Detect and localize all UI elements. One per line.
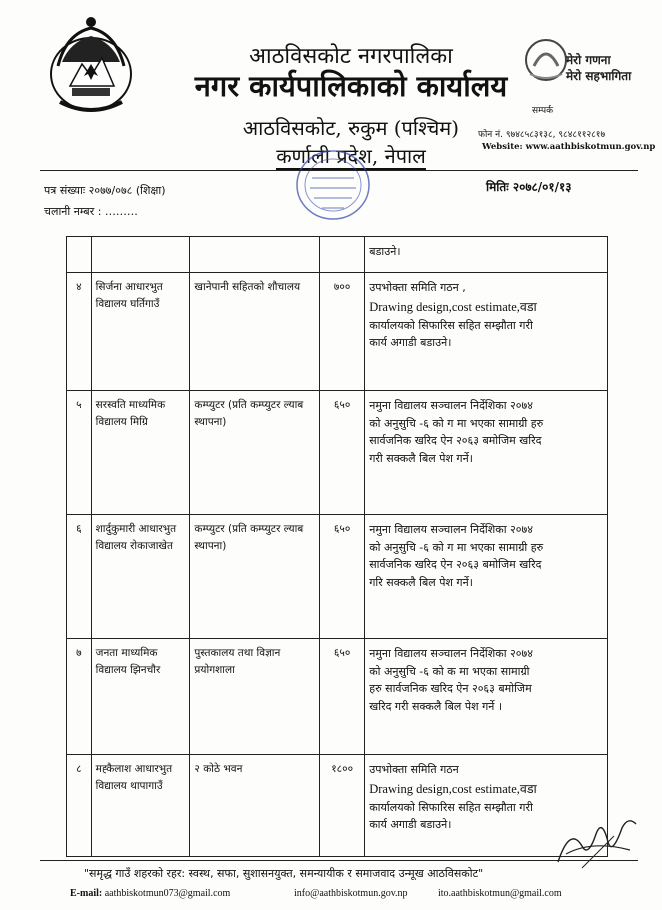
email-ito[interactable]: ito.aathbiskotmun@gmail.com: [438, 888, 562, 899]
remarks-line: नमुना विद्यालय सञ्चालन निर्देशिका २०७४: [369, 399, 533, 412]
remarks-line: को अनुसुचि -६ को ग मा भएका सामाग्री हरु: [369, 416, 544, 430]
remarks-line: कार्य अगाडी बडाउने।: [369, 818, 452, 832]
serial-number-cell: ८: [67, 755, 92, 857]
email-primary[interactable]: aathbiskotmun073@gmail.com: [104, 888, 231, 899]
remarks-line: हरु सार्वजनिक खरिद ऐन २०६३ बमोजिम: [369, 682, 532, 696]
province-name: कर्णाली प्रदेश, नेपाल: [276, 144, 426, 168]
remarks-line: सार्वजनिक खरिद ऐन २०६३ बमोजिम खरिद: [369, 558, 542, 572]
remarks-line: कार्यालयको सिफारिस सहित सम्झौता गरी: [369, 318, 533, 332]
remarks-cell: [365, 391, 608, 515]
item-cell: खानेपानी सहितको शौचालय: [190, 273, 320, 391]
schools-table-body: [67, 237, 608, 857]
remarks-cell: [365, 237, 608, 273]
serial-number-cell: ७: [67, 639, 92, 755]
remarks-line: खरिद गरी सक्कलै बिल पेश गर्ने ।: [369, 699, 503, 713]
footer-emails: [70, 888, 640, 899]
remarks-cell: [365, 273, 608, 391]
serial-number-cell: [67, 237, 92, 273]
school-name-cell: सिर्जना आधारभुत विद्यालय घर्तिगाउँ: [91, 273, 190, 391]
census-logo-icon: [520, 30, 632, 94]
schools-table: [66, 236, 608, 857]
header-divider: [40, 170, 638, 171]
nepal-emblem-icon: [44, 14, 138, 122]
table-row: [67, 237, 608, 273]
serial-number-cell: ५: [67, 391, 92, 515]
remarks-cell: [365, 515, 608, 639]
footer-slogan: "समृद्ध गाउँ शहरको रहर: स्वस्थ, सफा, सुशासनयुक्त, समन्यायीक र समाजवाद उन्मूख आठविसकोट": [84, 867, 484, 880]
reference-number: पत्र संख्याः २०७७/०७८ (शिक्षा): [44, 184, 166, 197]
remarks-cell: [365, 639, 608, 755]
item-cell: पुस्तकालय तथा विज्ञान प्रयोगशाला: [190, 639, 320, 755]
signature-icon: [552, 806, 640, 876]
phone-number: फोन नं. ९७४८५८३१३८, ९८४८११२८१७: [478, 130, 606, 140]
remarks-line: गरी सक्कलै बिल पेश गर्ने।: [369, 451, 473, 465]
school-name-cell: मह्कैलाश आधारभुत विद्यालय थापागाउँ: [91, 755, 190, 857]
table-row: [67, 755, 608, 857]
amount-cell: ७००: [319, 273, 364, 391]
remarks-line: उपभोक्ता समिति गठन ,: [369, 281, 466, 294]
website-link[interactable]: Website: www.aathbiskotmun.gov.np: [482, 142, 656, 152]
school-name-cell: शार्दुकुमारी आधारभुत विद्यालय रोकाजाखेत: [91, 515, 190, 639]
dispatch-number: चलानी नम्बर : ………: [44, 205, 138, 218]
table-row: [67, 391, 608, 515]
logo-text-1: मेरो गणना: [566, 53, 611, 67]
remarks-line: उपभोक्ता समिति गठन: [369, 763, 459, 776]
school-name-cell: सरस्वति माध्यमिक विद्यालय मिग्रि: [91, 391, 190, 515]
office-stamp-icon: [294, 146, 372, 224]
table-row: [67, 515, 608, 639]
amount-cell: ६५०: [319, 515, 364, 639]
serial-number-cell: ४: [67, 273, 92, 391]
amount-cell: ६५०: [319, 639, 364, 755]
footer-divider: [40, 860, 638, 861]
remarks-line: सार्वजनिक खरिद ऐन २०६३ बमोजिम खरिद: [369, 434, 542, 448]
item-cell: कम्प्युटर (प्रति कम्प्युटर ल्याब स्थापना): [190, 391, 320, 515]
item-cell: कम्प्युटर (प्रति कम्प्युटर ल्याब स्थापना): [190, 515, 320, 639]
email-label: E-mail:: [70, 888, 103, 899]
contact-label: सम्पर्क: [532, 106, 553, 116]
item-cell: [190, 237, 320, 273]
remarks-line: नमुना विद्यालय सञ्चालन निर्देशिका २०७४: [369, 647, 533, 660]
amount-cell: १८००: [319, 755, 364, 857]
amount-cell: [319, 237, 364, 273]
remarks-line: बडाउने।: [369, 245, 401, 258]
remarks-line: गरि सक्कलै बिल पेश गर्ने।: [369, 575, 473, 589]
school-name-cell: [91, 237, 190, 273]
school-name-cell: जनता माध्यमिक विद्यालय झिनचौर: [91, 639, 190, 755]
table-row: [67, 273, 608, 391]
remarks-line: को अनुसुचि -६ को क मा भएका सामाग्री: [369, 664, 530, 678]
remarks-line: को अनुसुचि -६ को ग मा भएका सामाग्री हरु: [369, 540, 544, 554]
municipality-name: आठविसकोट नगरपालिका: [249, 44, 453, 69]
office-name: नगर कार्यपालिकाको कार्यालय: [194, 69, 508, 103]
letter-date: मितिः २०७८/०१/१३: [486, 180, 572, 194]
serial-number-cell: ६: [67, 515, 92, 639]
logo-text-2: मेरो सहभागिता: [566, 69, 632, 83]
amount-cell: ६५०: [319, 391, 364, 515]
remarks-line: Drawing design,cost estimate,वडा: [369, 781, 537, 796]
remarks-line: कार्य अगाडी बडाउने।: [369, 336, 452, 350]
remarks-line: Drawing design,cost estimate,वडा: [369, 299, 537, 314]
email-info[interactable]: info@aathbiskotmun.gov.np: [294, 888, 408, 899]
office-address: आठविसकोट, रुकुम (पश्चिम): [242, 116, 460, 140]
table-row: [67, 639, 608, 755]
remarks-line: नमुना विद्यालय सञ्चालन निर्देशिका २०७४: [369, 523, 533, 536]
remarks-line: कार्यालयको सिफारिस सहित सम्झौता गरी: [369, 800, 533, 814]
item-cell: २ कोठे भवन: [190, 755, 320, 857]
